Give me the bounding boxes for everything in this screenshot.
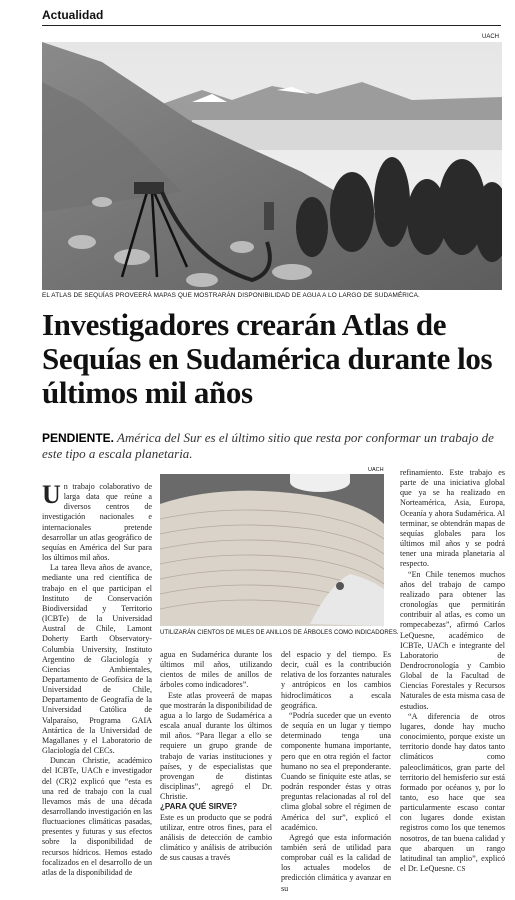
section-rule	[42, 25, 501, 26]
tree-ring-image	[160, 474, 384, 626]
paragraph: agua en Sudamérica durante los últimos mil años, utilizando cientos de miles de anillos de árboles como indicadores”.	[160, 650, 272, 690]
photo-credit: UACH	[481, 34, 499, 40]
paragraph: La tarea lleva años de avance, mediante una red científica de trabajo en el que participan el Instituto de Conservación Biodiversidad y Territorio (ICBTe) de la Universidad Austral de Chile, Lamont Doherty Earth Observatory-Columbia University, Instituto Argentino de Glaciología y Ciencias Ambientales, Departamento de Geofísica de la Universidad de Chile, Departamento de Geografía de la Universidad Católica de Valparaíso, Programa GAIA Antártica de la Universidad de Magallanes y el Laboratorio de Glaciología del CECs.	[42, 563, 152, 756]
photo-caption: UTILIZARÁN CIENTOS DE MILES DE ANILLOS DE ÁRBOLES COMO INDICADORES.	[160, 629, 399, 636]
drop-cap: U	[42, 480, 61, 509]
paragraph: Este es un producto que se podrá utilizar, entre otros fines, para el análisis de detección de cambio climático y análisis de atribución de sus causas a través	[160, 812, 272, 863]
article-column-2	[160, 650, 272, 863]
article-column-3	[281, 650, 391, 894]
paragraph: Un trabajo colaborativo de larga data que reúne a diversos centros de investigación nacionales e internacionales pretende desarrollar un atlas geográfico de sequías en América del Sur para los últimos mil años.	[42, 480, 152, 563]
headline: Investigadores crearán Atlas de Sequías en Sudamérica durante los últimos mil años	[42, 307, 493, 410]
end-mark: CS	[456, 865, 466, 874]
lead-paragraph	[42, 430, 502, 462]
photo-credit: UACH	[368, 467, 384, 473]
photo-caption: EL ATLAS DE SEQUÍAS PROVEERÁ MAPAS QUE MOSTRARÁN DISPONIBILIDAD DE AGUA A LO LARGO DE SUDAMÉRICA.	[42, 292, 420, 299]
lead-text: América del Sur es el último sitio que resta por conformar un trabajo de este tipo a escala planetaria.	[42, 430, 494, 461]
tree-rings-photo	[160, 474, 384, 626]
paragraph: Duncan Christie, académico del ICBTe, UACh e investigador del (CR)2 explicó que “esta es una red de trabajo con la cual llevamos más de una década desarrollando investigación en las fluctuaciones climáticas pasadas, presentes y futuras y sus efectos sobre la disponibilidad de recursos hídricos. Hemos estado focalizados en el desarrollo de un atlas de la disponibilidad de	[42, 756, 152, 877]
paragraph: del espacio y del tiempo. Es decir, cuál es la contribución relativa de los forzantes naturales y antrópicos en los cambios hidroclimáticos a escala geográfica.	[281, 650, 391, 710]
paragraph: “A diferencia de otros lugares, donde hay mucho conocimiento, porque existe un territorio donde hay datos tanto climáticos como paleoclimáticos, gran parte del territorio del hemisferio sur está formado por océanos y, por lo tanto, eso hace que sea particularmente escaso contar con lugares donde existan registros como los que tenemos nosotros, de tan buena calidad y que abarquen un rango latitudinal tan amplio”, explicó el Dr. LeQuesne. CS	[400, 711, 505, 874]
mountain-photo	[42, 42, 502, 290]
paragraph: Este atlas proveerá de mapas que mostrarán la disponibilidad de agua a lo largo de Sudamérica a escala anual durante los últimos mil años. “Para llegar a ello se requiere un grupo grande de trabajo de varias instituciones y países, y de especialistas que provengan de distintas disciplinas”, agregó el Dr. Christie.	[160, 690, 272, 802]
subheading: ¿PARA QUÉ SIRVE?	[160, 802, 238, 812]
lead-label: PENDIENTE.	[42, 431, 115, 445]
mountain-landscape-image	[42, 42, 502, 290]
paragraph: “Podría suceder que un evento de sequía en un lugar y tiempo determinado tenga una componente humana importante, pero que en otra región el factor humano no sea el preponderante. Cuando se finiquite este atlas, se podrán responder éstas y otras preguntas relacionadas al rol del clima global sobre el régimen de América del sur”, explicó el académico.	[281, 710, 391, 832]
paragraph: “En Chile tenemos muchos años del trabajo de campo realizado para obtener las cronologías que permitirán contribuir al atlas, es como un rompecabezas”, afirmó Carlos LeQuesne, académico de ICBTe, UACh e integrante del Laboratorio de Dendrocronología y Cambio Global de la Facultad de Ciencias Forestales y Recursos Naturales de esta misma casa de estudios.	[400, 569, 505, 711]
section-label: Actualidad	[42, 8, 104, 22]
article-column-1	[42, 482, 152, 878]
paragraph: refinamiento. Este trabajo es parte de una iniciativa global que ya se ha realizado en Norteamérica, Asia, Europa, Oceanía y ahora Sudamérica. Al terminar, se obtendrán mapas de sequías globales para los últimos mil años y se podrá tener una mirada planetaria al respecto.	[400, 468, 505, 569]
paragraph: Agregó que esta información también será de utilidad para comprobar cuál es la calidad de los actuales modelos de predicción climática y avanzar en su	[281, 832, 391, 893]
article-column-4	[400, 468, 505, 874]
